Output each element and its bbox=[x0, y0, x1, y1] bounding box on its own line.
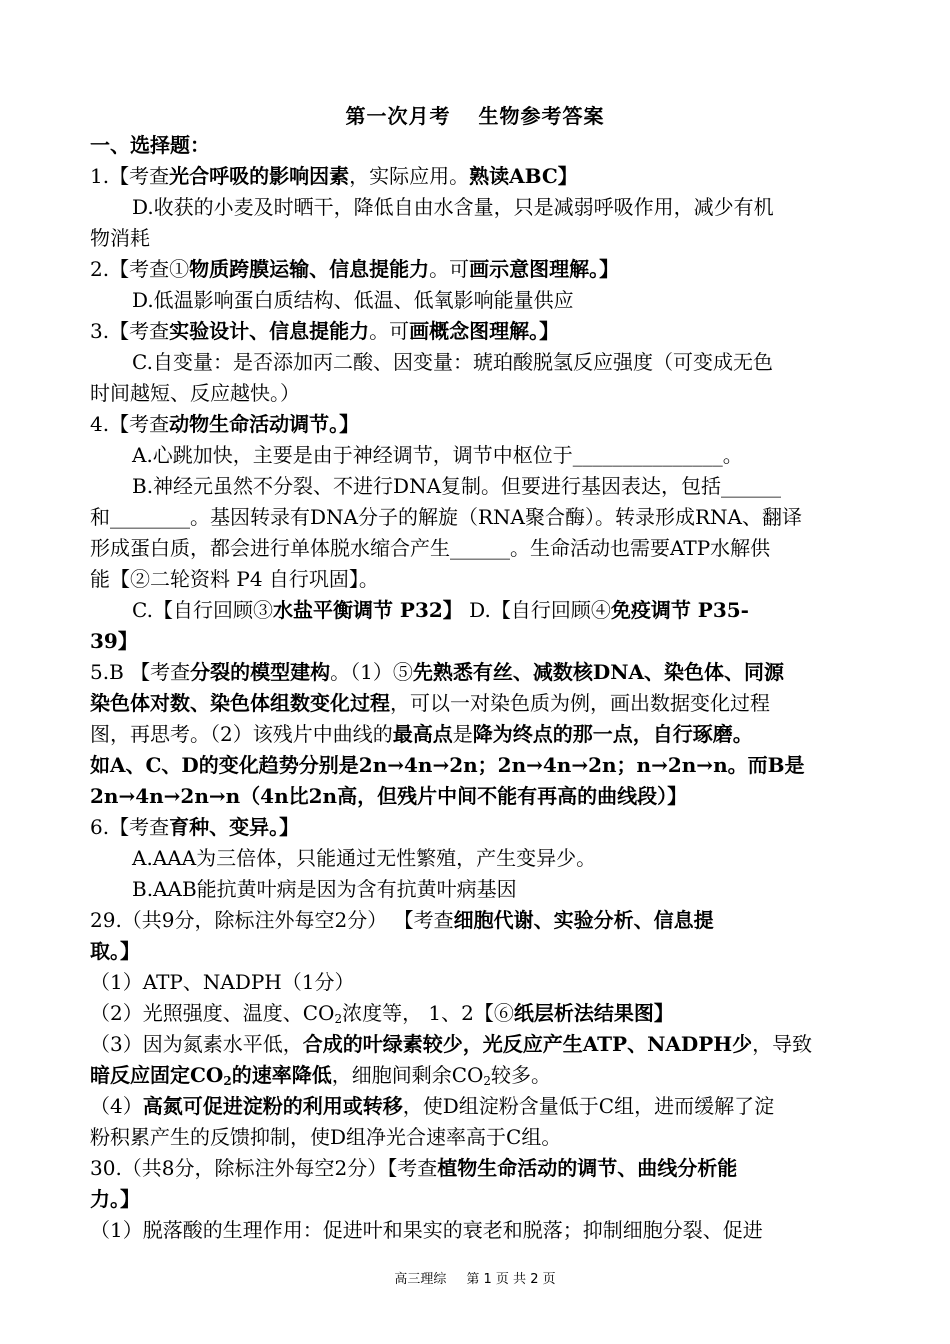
text-run: A.心跳加快，主要是由于神经调节，调节中枢位于_______________。 bbox=[132, 443, 743, 467]
text-run: 图，再思考。（2）该残片中曲线的 bbox=[90, 722, 393, 746]
q2-option-d bbox=[90, 285, 860, 316]
text-run: 如A、C、D的变化趋势分别是2n→4n→2n；2n→4n→2n；n→2n→n。而B是 bbox=[90, 753, 805, 777]
text-run: 。】 bbox=[589, 257, 620, 281]
q4-header bbox=[90, 409, 860, 440]
text-run: （1）脱落酸的生理作用：促进叶和果实的衰老和脱落；抑制细胞分裂、促进 bbox=[90, 1218, 763, 1242]
text-run: 。可 bbox=[369, 319, 410, 343]
text-run: 是 bbox=[452, 722, 473, 746]
q4-option-b-cont2 bbox=[90, 533, 860, 564]
q29-part4-cont bbox=[90, 1122, 860, 1153]
page-title bbox=[0, 100, 950, 129]
text-run: 的速率降低 bbox=[231, 1063, 332, 1087]
text-run: 2 bbox=[223, 1074, 232, 1088]
text-run: ，导致 bbox=[752, 1032, 813, 1056]
text-run: 合成的叶绿素较少，光反应产生ATP、NADPH少 bbox=[302, 1032, 753, 1056]
text-run: 39】 bbox=[90, 629, 138, 653]
text-run: 1.【考查 bbox=[90, 164, 170, 188]
q2-header bbox=[90, 254, 860, 285]
text-run: 30.（共8分，除标注外每空2分）【考查 bbox=[90, 1156, 438, 1180]
q4-option-b-cont1 bbox=[90, 502, 860, 533]
text-run: D.低温影响蛋白质结构、低温、低氧影响能量供应 bbox=[132, 288, 574, 312]
text-run: 细胞代谢、实验分析、信息提 bbox=[453, 908, 714, 932]
text-run: 光合呼吸的影响因素 bbox=[169, 164, 350, 188]
text-run: 纸层析法结果图】 bbox=[513, 1001, 674, 1025]
text-run: 。】 bbox=[329, 412, 360, 436]
q29-part2 bbox=[90, 998, 860, 1029]
text-run: 植物生命活动的调节、曲线分析能 bbox=[437, 1156, 738, 1180]
q3-option-c bbox=[90, 347, 860, 378]
text-run: （3）因为氮素水平低， bbox=[90, 1032, 303, 1056]
text-run: 2 bbox=[483, 1074, 492, 1088]
text-run: 免疫调节 P35- bbox=[610, 598, 749, 622]
q1-option-d bbox=[90, 192, 860, 223]
text-run: 降为终点的那一点，自行琢磨。 bbox=[472, 722, 753, 746]
text-run: C.自变量：是否添加丙二酸、因变量：琥珀酸脱氢反应强度（可变成无色 bbox=[132, 350, 773, 374]
text-run: B.AAB能抗黄叶病是因为含有抗黄叶病基因 bbox=[132, 877, 517, 901]
q4-option-cd bbox=[90, 595, 860, 626]
text-run: 画概念图理解 bbox=[409, 319, 530, 343]
text-run: 取。】 bbox=[90, 939, 140, 963]
text-run: 暗反应固定CO bbox=[90, 1063, 224, 1087]
text-run: 先熟悉有丝、减数核DNA、染色体、同源 bbox=[412, 660, 785, 684]
text-run: 一、选择题： bbox=[90, 133, 210, 157]
text-run: （2）光照强度、温度、CO bbox=[90, 1001, 335, 1025]
q29-header bbox=[90, 905, 860, 936]
text-run: 。】 bbox=[269, 815, 300, 839]
q5-line3 bbox=[90, 719, 860, 750]
text-run: 4.【考查 bbox=[90, 412, 170, 436]
q5-line4 bbox=[90, 750, 860, 781]
q29-part4 bbox=[90, 1091, 860, 1122]
text-run: 和________。基因转录有DNA分子的解旋（RNA聚合酶）。转录形成RNA、翻译 bbox=[90, 505, 802, 529]
q3-option-c-cont bbox=[90, 378, 860, 409]
q29-part1 bbox=[90, 967, 860, 998]
text-run: 能【②二轮资料 P4 自行巩固】。 bbox=[90, 567, 379, 591]
text-run: ，实际应用。 bbox=[349, 164, 470, 188]
text-run: 2 bbox=[334, 1012, 343, 1026]
text-run: 29.（共9分，除标注外每空2分） 【考查 bbox=[90, 908, 454, 932]
text-run: 2n→4n→2n→n（4n比2n高，但残片中间不能有再高的曲线段）】 bbox=[90, 784, 688, 808]
text-run: D.【自行回顾④ bbox=[462, 598, 611, 622]
q6-header bbox=[90, 812, 860, 843]
text-run: 5.B 【考查 bbox=[90, 660, 191, 684]
footer-exam-name: 高三理综 bbox=[394, 1272, 447, 1287]
q5-line2 bbox=[90, 688, 860, 719]
text-run: 物消耗 bbox=[90, 226, 150, 250]
q3-header bbox=[90, 316, 860, 347]
text-run: 高氮可促进淀粉的利用或转移 bbox=[142, 1094, 403, 1118]
q4-option-b-cont3 bbox=[90, 564, 860, 595]
q30-part1 bbox=[90, 1215, 860, 1246]
answer-content bbox=[90, 130, 860, 1246]
q4-option-a bbox=[90, 440, 860, 471]
text-run: 较多。 bbox=[491, 1063, 552, 1087]
text-run: （1）ATP、NADPH（1分） bbox=[90, 970, 355, 994]
q6-option-a bbox=[90, 843, 860, 874]
text-run: 熟读ABC】 bbox=[469, 164, 578, 188]
q5-line5 bbox=[90, 781, 860, 812]
text-run: 水盐平衡调节 P32】 bbox=[272, 598, 463, 622]
text-run: 染色体对数、染色体组数变化过程 bbox=[90, 691, 390, 715]
text-run: 育种、变异 bbox=[169, 815, 270, 839]
text-run: 力。】 bbox=[90, 1187, 140, 1211]
text-run: 。（1）⑤ bbox=[330, 660, 413, 684]
text-run: 画示意图理解 bbox=[469, 257, 590, 281]
q4-option-cd-cont bbox=[90, 626, 860, 657]
text-run: 3.【考查 bbox=[90, 319, 170, 343]
text-run: 实验设计、信息提能力 bbox=[169, 319, 370, 343]
q29-part3-cont bbox=[90, 1060, 860, 1091]
q29-header-cont bbox=[90, 936, 860, 967]
text-run: 浓度等， 1、2【⑥ bbox=[342, 1001, 514, 1025]
q29-part3 bbox=[90, 1029, 860, 1060]
q1-option-d-cont bbox=[90, 223, 860, 254]
page-footer bbox=[0, 1268, 950, 1287]
text-run: 。可 bbox=[429, 257, 470, 281]
q30-header-cont bbox=[90, 1184, 860, 1215]
text-run: 时间越短、反应越快。） bbox=[90, 381, 300, 405]
text-run: 粉积累产生的反馈抑制，使D组净光合速率高于C组。 bbox=[90, 1125, 562, 1149]
q4-option-b bbox=[90, 471, 860, 502]
q1-header bbox=[90, 161, 860, 192]
text-run: C.【自行回顾③ bbox=[132, 598, 273, 622]
text-run: D.收获的小麦及时晒干，降低自由水含量，只是减弱呼吸作用，减少有机 bbox=[132, 195, 774, 219]
q5-header bbox=[90, 657, 860, 688]
text-run: 最高点 bbox=[392, 722, 453, 746]
text-run: B.神经元虽然不分裂、不进行DNA复制。但要进行基因表达，包括______ bbox=[132, 474, 782, 498]
text-run: ，可以一对染色质为例，画出数据变化过程 bbox=[390, 691, 770, 715]
text-run: 2.【考查① bbox=[90, 257, 190, 281]
text-run: 形成蛋白质，都会进行单体脱水缩合产生______。生命活动也需要ATP水解供 bbox=[90, 536, 771, 560]
q30-header bbox=[90, 1153, 860, 1184]
text-run: 。】 bbox=[529, 319, 560, 343]
title-part1: 第一次月考 bbox=[345, 104, 451, 128]
text-run: 6.【考查 bbox=[90, 815, 170, 839]
text-run: A.AAA为三倍体，只能通过无性繁殖，产生变异少。 bbox=[132, 846, 597, 870]
text-run: 分裂的模型建构 bbox=[190, 660, 331, 684]
section-heading bbox=[90, 130, 860, 161]
q6-option-b bbox=[90, 874, 860, 905]
text-run: 物质跨膜运输、信息提能力 bbox=[189, 257, 430, 281]
text-run: ，使D组淀粉含量低于C组，进而缓解了淀 bbox=[402, 1094, 775, 1118]
text-run: ，细胞间剩余CO bbox=[331, 1063, 484, 1087]
text-run: （4） bbox=[90, 1094, 143, 1118]
footer-page-number: 第 1 页 共 2 页 bbox=[466, 1272, 556, 1287]
title-part2: 生物参考答案 bbox=[478, 104, 605, 128]
text-run: 动物生命活动调节 bbox=[169, 412, 330, 436]
